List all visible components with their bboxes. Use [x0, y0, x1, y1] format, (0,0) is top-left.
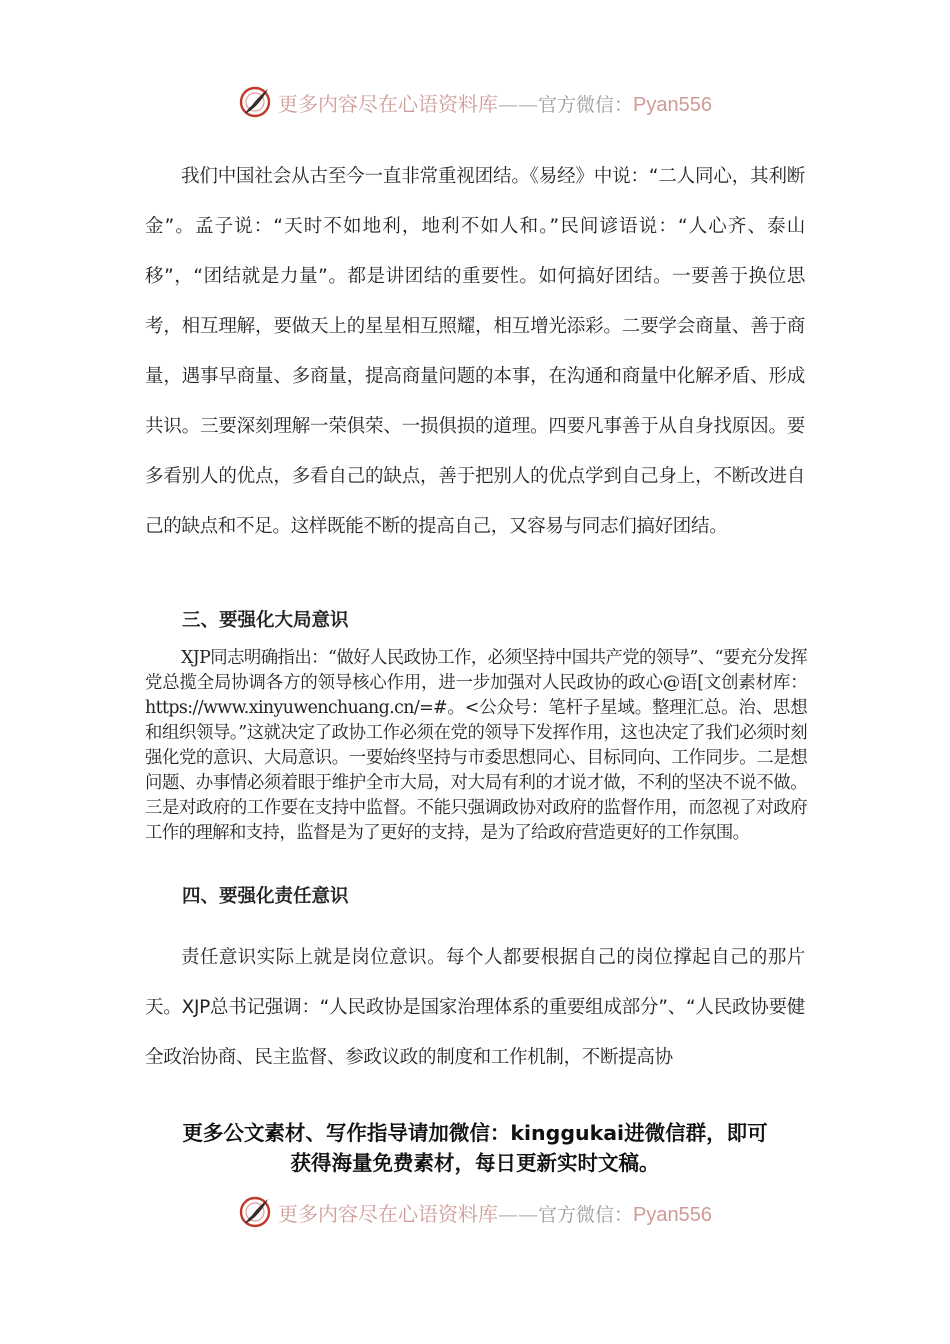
- banner-wechat-id: Pyan556: [633, 93, 712, 116]
- heading-responsibility: 四、要强化责任意识: [182, 886, 349, 907]
- banner-dash: ——: [498, 1201, 538, 1226]
- banner-text: [278, 1198, 712, 1227]
- banner-text: [278, 88, 712, 117]
- heading-overall-situation: 三、要强化大局意识: [182, 610, 349, 631]
- header-banner: [0, 82, 950, 122]
- banner-wechat-id: Pyan556: [633, 1203, 712, 1226]
- promo-notice: [100, 1118, 850, 1178]
- banner-dash: ——: [498, 91, 538, 116]
- paragraph-responsibility: 责任意识实际上就是岗位意识。每个人都要根据自己的岗位撑起自己的那片天。XJP总书记强调：“人民政协是国家治理体系的重要组成部分”、“人民政协要健全政治协商、民主监督、参政议政的制度和工作机制，不断提高协: [145, 947, 805, 1068]
- banner-site-name: 更多内容尽在心语资料库: [278, 1201, 498, 1226]
- paragraph-unity: 我们中国社会从古至今一直非常重视团结。《易经》中说：“二人同心，其利断金”。孟子说：“天时不如地利，地利不如人和。”民间谚语说：“人心齐、泰山移”，“团结就是力量”。都是讲团结的重要性。如何搞好团结。一要善于换位思考，相互理解，要做天上的星星相互照耀，相互增光添彩。二要学会商量、善于商量，遇事早商量、多商量，提高商量问题的本事，在沟通和商量中化解矛盾、形成共识。三要深刻理解一荣俱荣、一损俱损的道理。四要凡事善于从自身找原因。要多看别人的优点，多看自己的缺点，善于把别人的优点学到自己身上，不断改进自己的缺点和不足。这样既能不断的提高自己，又容易与同志们搞好团结。: [145, 166, 805, 537]
- banner-site-name: 更多内容尽在心语资料库: [278, 91, 498, 116]
- quill-logo-icon: [238, 85, 272, 119]
- promo-line-2: 获得海量免费素材，每日更新实时文稿。: [290, 1151, 660, 1175]
- promo-line-1: 更多公文素材、写作指导请加微信：kinggukai进微信群，即可: [182, 1121, 768, 1145]
- paragraph-overall-situation: XJP同志明确指出：“做好人民政协工作，必须坚持中国共产党的领导”、“要充分发挥党总揽全局协调各方的领导核心作用，进一步加强对人民政协的政心@语[文创素材库：https://www.xinyuwenchuang.cn/=#。<公众号：笔杆子星域。整理汇总。治、思想和组织领导。”这就决定了政协工作必须在党的领导下发挥作用，这也决定了我们必须时刻强化党的意识、大局意识。一要始终坚持与市委思想同心、目标同向、工作同步。二是想问题、办事情必须着眼于维护全市大局，对大局有利的才说才做，不利的坚决不说不做。三是对政府的工作要在支持中监督。不能只强调政协对政府的监督作用，而忽视了对政府工作的理解和支持，监督是为了更好的支持，是为了给政府营造更好的工作氛围。: [145, 648, 807, 843]
- banner-wechat-label: 官方微信：: [538, 93, 634, 116]
- footer-banner: [0, 1192, 950, 1232]
- banner-wechat-label: 官方微信：: [538, 1203, 634, 1226]
- quill-logo-icon: [238, 1195, 272, 1229]
